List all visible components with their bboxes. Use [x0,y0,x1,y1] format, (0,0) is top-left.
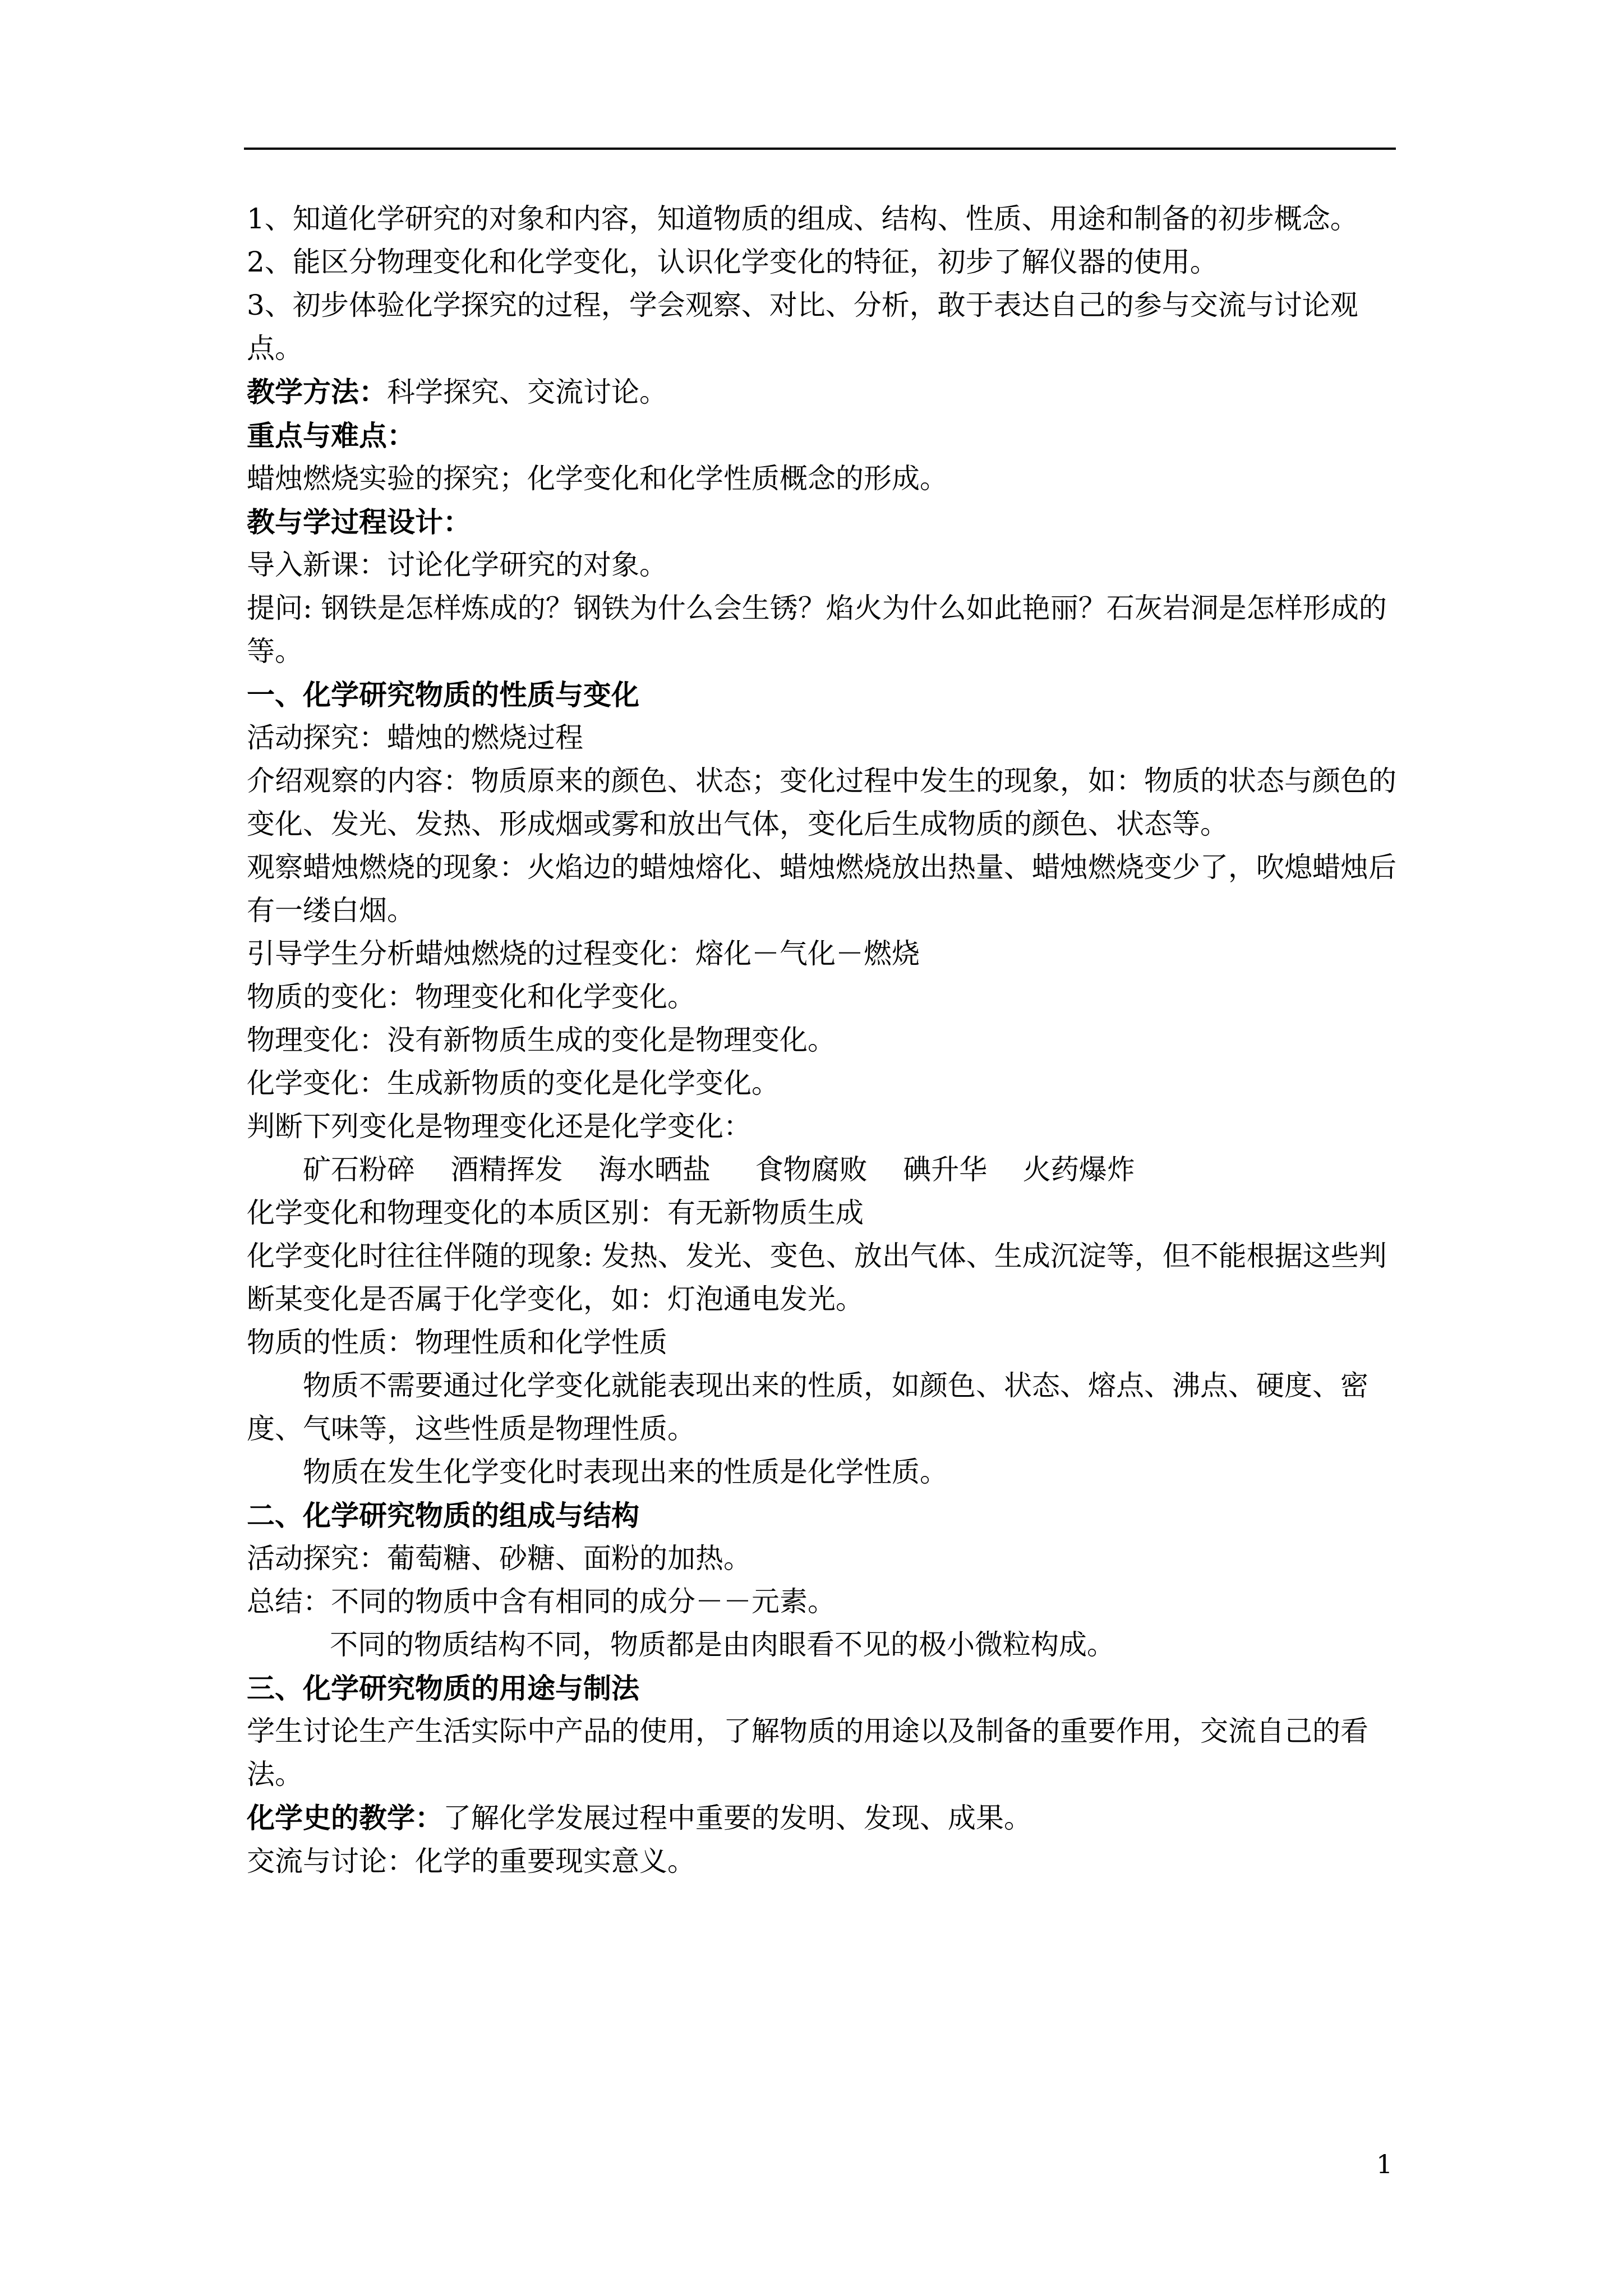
section-3-heading: 三、化学研究物质的用途与制法 [247,1672,639,1705]
section-1-line: 引导学生分析蜡烛燃烧的过程变化：熔化－气化－燃烧 [247,937,920,970]
chemistry-history [247,1796,1402,1840]
key-points-text: 蜡烛燃烧实验的探究；化学变化和化学性质概念的形成。 [247,462,948,495]
section-1-line: 物质的性质：物理性质和化学性质 [247,1326,667,1359]
section-1-line: 物质的变化：物理变化和化学变化。 [247,981,695,1013]
section-1-line: 化学变化：生成新物质的变化是化学变化。 [247,1067,780,1099]
key-points-heading: 重点与难点： [247,419,415,452]
objective-2: 2、能区分物理变化和化学变化，认识化学变化的特征，初步了解仪器的使用。 [247,246,1218,278]
section-1-line: 物理变化：没有新物质生成的变化是物理变化。 [247,1024,836,1056]
objective-3: 3、初步体验化学探究的过程，学会观察、对比、分析，敢于表达自己的参与交流与讨论观点。 [247,289,1358,365]
header-rule [244,148,1396,150]
section-1-heading: 一、化学研究物质的性质与变化 [247,678,639,711]
process-heading: 教与学过程设计： [247,505,471,539]
teaching-method-text: 科学探究、交流讨论。 [387,376,667,408]
section-1-line: 活动探究：蜡烛的燃烧过程 [247,721,583,754]
section-2-summary: 总结：不同的物质中含有相同的成分－－元素。 [247,1585,836,1618]
chemistry-history-label: 化学史的教学： [247,1801,443,1834]
section-1-line: 判断下列变化是物理变化还是化学变化： [247,1110,751,1143]
chemistry-history-text: 了解化学发展过程中重要的发明、发现、成果。 [443,1802,1032,1834]
intro-line-1: 导入新课：讨论化学研究的对象。 [247,549,667,581]
section-1-line: 介绍观察的内容：物质原来的颜色、状态；变化过程中发生的现象，如：物质的状态与颜色的变化、发光、发热、形成烟或雾和放出气体，变化后生成物质的颜色、状态等。 [247,765,1396,840]
section-1-line: 化学变化和物理变化的本质区别：有无新物质生成 [247,1197,864,1229]
physical-property-definition: 物质不需要通过化学变化就能表现出来的性质，如颜色、状态、熔点、沸点、硬度、密度、气味等，这些性质是物理性质。 [247,1369,1368,1445]
intro-line-2: 提问: 钢铁是怎样炼成的？钢铁为什么会生锈？焰火为什么如此艳丽？石灰岩洞是怎样形成的等。 [247,592,1387,668]
section-2-heading: 二、化学研究物质的组成与结构 [247,1499,639,1532]
section-1-line: 观察蜡烛燃烧的现象：火焰边的蜡烛熔化、蜡烛燃烧放出热量、蜡烛燃烧变少了，吹熄蜡烛后有一缕白烟。 [247,851,1396,927]
section-2-activity: 活动探究：葡萄糖、砂糖、面粉的加热。 [247,1542,751,1575]
discussion-line: 交流与讨论：化学的重要现实意义。 [247,1845,695,1878]
section-3-text: 学生讨论生产生活实际中产品的使用，了解物质的用途以及制备的重要作用，交流自己的看法。 [247,1715,1368,1791]
teaching-method [247,370,1402,414]
section-2-summary-2: 不同的物质结构不同，物质都是由肉眼看不见的极小微粒构成。 [330,1628,1115,1661]
objective-1: 1、知道化学研究的对象和内容，知道物质的组成、结构、性质、用途和制备的初步概念。 [247,203,1358,235]
chemical-property-definition: 物质在发生化学变化时表现出来的性质是化学性质。 [303,1456,948,1488]
page-number: 1 [1376,2149,1393,2179]
document-body [247,197,1402,1883]
section-1-line: 化学变化时往往伴随的现象: 发热、发光、变色、放出气体、生成沉淀等，但不能根据这些判断某变化是否属于化学变化，如：灯泡通电发光。 [247,1240,1387,1315]
change-examples: 矿石粉碎 酒精挥发 海水晒盐 食物腐败 碘升华 火药爆炸 [303,1153,1135,1186]
teaching-method-label: 教学方法： [247,375,387,408]
